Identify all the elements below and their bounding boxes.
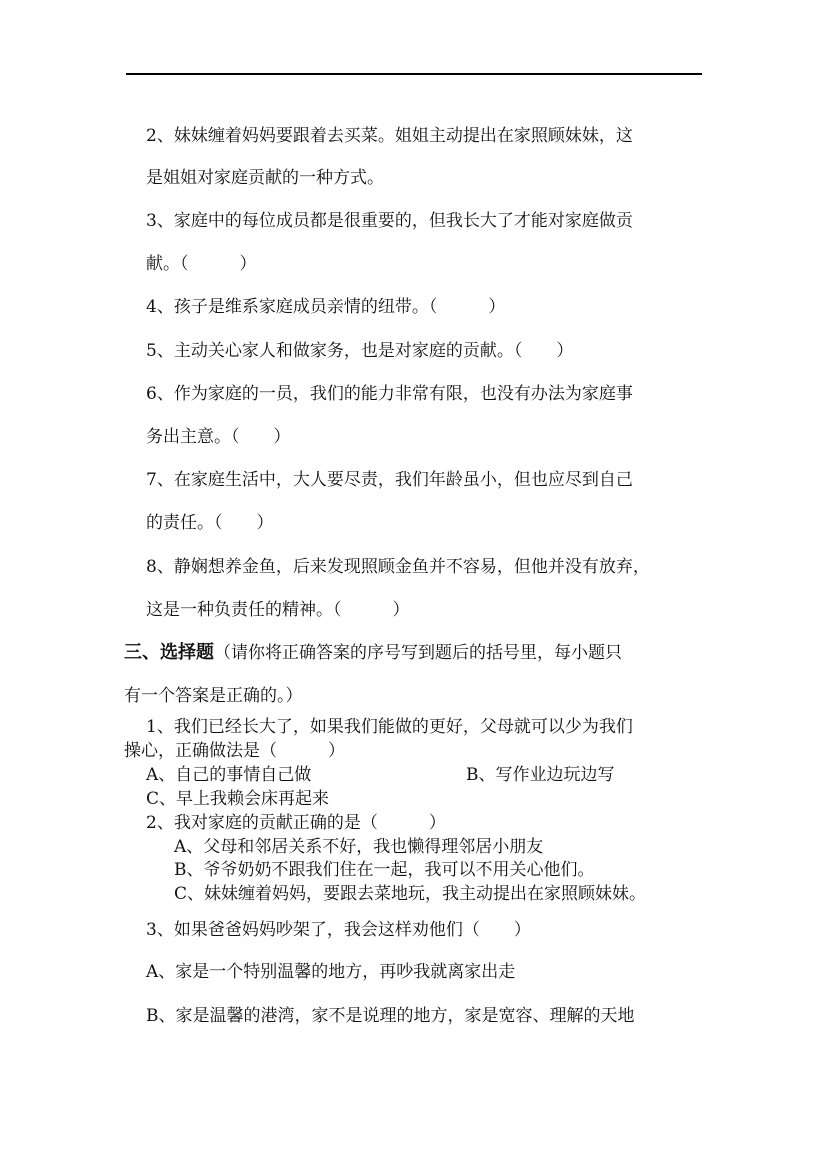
- judgment-q6-line2: 务出主意。（ ）: [146, 427, 291, 447]
- section3-title: 三、选择题: [124, 642, 214, 663]
- choice-q1-option-c: C、早上我赖会床再起来: [146, 789, 330, 809]
- section3-instruction-line2: 有一个答案是正确的。）: [124, 686, 303, 706]
- choice-q1-line1: 1、我们已经长大了，如果我们能做的更好，父母就可以少为我们: [146, 717, 633, 737]
- choice-q2-option-a: A、父母和邻居关系不好，我也懒得理邻居小朋友: [174, 837, 544, 857]
- judgment-q3-line2: 献。（ ）: [146, 254, 257, 274]
- choice-q2: 2、我对家庭的贡献正确的是（ ）: [146, 813, 446, 833]
- choice-q3-option-a: A、家是一个特别温馨的地方，再吵我就离家出走: [146, 962, 516, 982]
- judgment-q3-line1: 3、家庭中的每位成员都是很重要的，但我长大了才能对家庭做贡: [146, 211, 633, 231]
- choice-q2-option-b: B、爷爷奶奶不跟我们住在一起，我可以不用关心他们。: [174, 860, 595, 880]
- section3-instruction-line1: （请你将正确答案的序号写到题后的括号里，每小题只: [214, 643, 622, 663]
- choice-q1-line2: 操心，正确做法是（ ）: [124, 741, 345, 761]
- judgment-q5: 5、主动关心家人和做家务，也是对家庭的贡献。（ ）: [146, 341, 574, 361]
- judgment-q2-line2: 是姐姐对家庭贡献的一种方式。: [146, 168, 384, 188]
- judgment-q8-line2: 这是一种负责任的精神。（ ）: [146, 600, 410, 620]
- judgment-q7-line1: 7、在家庭生活中，大人要尽责，我们年龄虽小，但也应尽到自己: [146, 470, 633, 490]
- choice-q1-option-a: A、自己的事情自己做: [146, 765, 312, 785]
- section3-heading-line: [124, 641, 622, 665]
- choice-q3-option-b: B、家是温馨的港湾，家不是说理的地方，家是宽容、理解的天地: [146, 1006, 635, 1026]
- choice-q3: 3、如果爸爸妈妈吵架了，我会这样劝他们（ ）: [146, 920, 531, 940]
- choice-q2-option-c: C、妹妹缠着妈妈，要跟去菜地玩，我主动提出在家照顾妹妹。: [174, 884, 647, 904]
- choice-q1-option-b: B、写作业边玩边写: [466, 765, 615, 785]
- judgment-q7-line2: 的责任。（ ）: [146, 513, 274, 533]
- judgment-q8-line1: 8、静娴想养金鱼，后来发现照顾金鱼并不容易，但他并没有放弃，: [146, 557, 650, 577]
- judgment-q4: 4、孩子是维系家庭成员亲情的纽带。（ ）: [146, 297, 506, 317]
- judgment-q2-line1: 2、妹妹缠着妈妈要跟着去买菜。姐姐主动提出在家照顾妹妹，这: [146, 126, 633, 146]
- header-rule: [126, 73, 702, 75]
- judgment-q6-line1: 6、作为家庭的一员，我们的能力非常有限，也没有办法为家庭事: [146, 384, 633, 404]
